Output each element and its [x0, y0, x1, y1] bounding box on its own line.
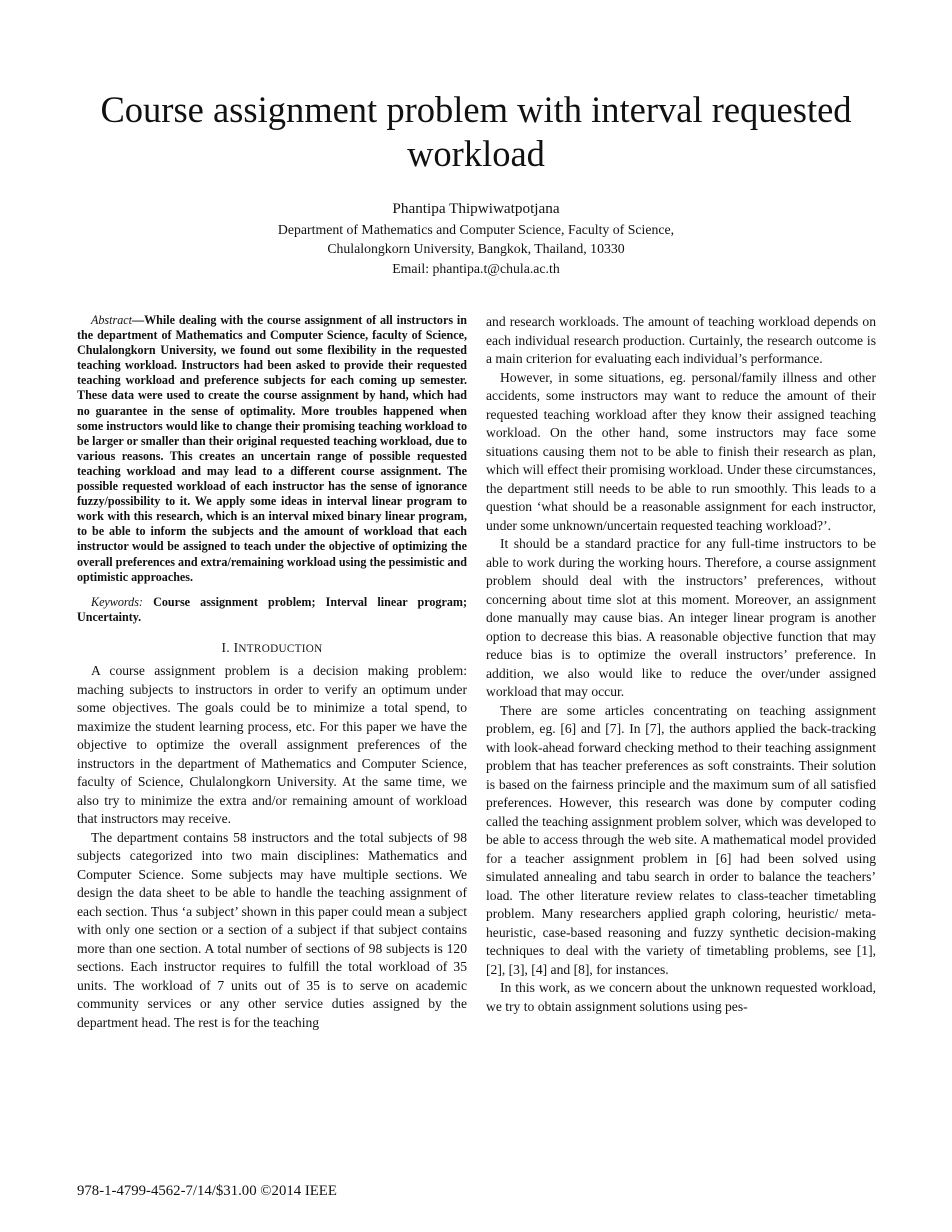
section-rest: NTRODUCTION	[238, 642, 323, 655]
paragraph: There are some articles concentrating on teaching assignment problem, eg. [6] and [7]. In [7], the authors applied the back-tracking with look-ahead forward checking method to their teaching assignment problem that has teacher preferences as soft constraints. Their solution is based on the fairness principle and the maximum sum of all satisfied preferences. However, this research was done by computer coding called the teaching assignment problem solver, which was developed to be able to access through the web site. A mathematical model provided for a teacher assignment problem in [6] had been solved using simulated annealing and tabu search in order to balance the teachers’ load. The other literature review relates to class-teacher timetabling problem. Many researchers applied graph coloring, heuristic/ meta-heuristic, case-based reasoning and fuzzy synthetic decision-making techniques to deal with the variety of timetabling problems, see [1], [2], [3], [4] and [8], for instances.	[486, 702, 876, 977]
section-heading-introduction	[77, 639, 467, 659]
paragraph: It should be a standard practice for any full-time instructors to be able to work during the working hours. Therefore, a course assignment problem should deal with the instructors’ preferences, without concerning about time slot at this moment. Moreover, an assignment done manually may cause bias. An integer linear program is another option to decrease this bias. A reasonable objective function that may reduce bias is to optimize the overall instructors’ preference. In addition, we also would like to reduce the over/under assigned workload that may occur.	[486, 536, 876, 699]
section-initial: I	[233, 639, 239, 655]
paragraph-continuation: and research workloads. The amount of teaching workload depends on each individual research production. Curtainly, the research outcome is a main criterion for evaluating each individual’s performance.	[486, 314, 876, 366]
abstract-label: Abstract	[91, 313, 132, 327]
right-column	[486, 313, 876, 1016]
paper-title: Course assignment problem with interval requested workload	[100, 89, 852, 174]
paragraph: However, in some situations, eg. personal/family illness and other accidents, some instructors may want to reduce the amount of their requested teaching workload after they know their assigned teaching workload. On the other hand, some instructors may face some situations causing them not to be able to finish their research as plan, which will effect their promising workload. Under these circumstances, the department still needs to be able to run smoothly. This leads to a question ‘what should be a reasonable assignment for each instructor, under some unknown/uncertain requested teaching workload?’.	[486, 369, 876, 533]
author-name: Phantipa Thipwiwatpotjana	[392, 200, 560, 217]
keywords	[77, 595, 467, 625]
paragraph: In this work, as we concern about the unknown requested workload, we try to obtain assignment solutions using pes-	[486, 980, 876, 1014]
keywords-label: Keywords:	[91, 594, 143, 609]
abstract-text: —While dealing with the course assignment of all instructors in the department of Mathematics and Computer Science, faculty of Science, Chulalongkorn University, we found out some flexibility in the requested teaching workload. Instructors had been asked to provide their requested teaching workload and preference subjects for each coming up semester. These data were used to create the course assignment by hand, which had no guarantee in the sense of optimality. More troubles happened when some instructors would like to change their promising teaching workload to be larger or smaller than their original requested teaching workload, due to various reasons. This creates an uncertain range of possible requested teaching workload and may lead to a different course assignment. The possible requested workload of each instructor has the sense of ignorance fuzzy/possibility to it. We apply some ideas in interval linear program to work with this research, which is an interval mixed binary linear program, to be able to inform the subjects and the amount of workload that each instructor would be assigned to teach under the objective of optimizing the overall preferences and extra/remaining workload using the pessimistic and optimistic approaches.	[77, 313, 467, 584]
copyright-footer: 978-1-4799-4562-7/14/$31.00 ©2014 IEEE	[77, 1183, 337, 1199]
left-column	[77, 313, 467, 1032]
affiliation-line-2: Chulalongkorn University, Bangkok, Thailand, 10330	[327, 241, 625, 256]
affiliation-line-1: Department of Mathematics and Computer Science, Faculty of Science,	[277, 222, 675, 237]
author-email: Email: phantipa.t@chula.ac.th	[392, 261, 560, 276]
section-number: I.	[221, 639, 234, 655]
paragraph: The department contains 58 instructors and the total subjects of 98 subjects categorized into two main disciplines: Mathematics and Computer Science. Some subjects may have multiple sections. We design the data sheet to be able to handle the teaching assignment of each section. Thus ‘a subject’ shown in this paper could mean a subject with only one section or a section of a subject if that subject contains more than one section. A total number of sections of 98 subjects is 120 sections. Each instructor requires to fulfill the total workload of 35 units. The workload of 7 units out of 35 is to serve on academic community services or any other service duties assigned by the department head. The rest is for the teaching	[77, 829, 467, 1030]
paragraph: A course assignment problem is a decision making problem: maching subjects to instructors in order to verify an optimum under some objectives. The goals could be to minimize a total spend, to maximize the student learning process, etc. For this paper we have the objective to optimize the overall assignment preferences of the instructors in the department of Mathematics and Computer Science, faculty of Science, Chulalongkorn University. At the same time, we also try to minimize the extra and/or remaining amount of workload that instructors may receive.	[77, 663, 467, 827]
abstract	[77, 313, 467, 585]
keywords-text: Course assignment problem; Interval linear program; Uncertainty.	[77, 594, 467, 624]
